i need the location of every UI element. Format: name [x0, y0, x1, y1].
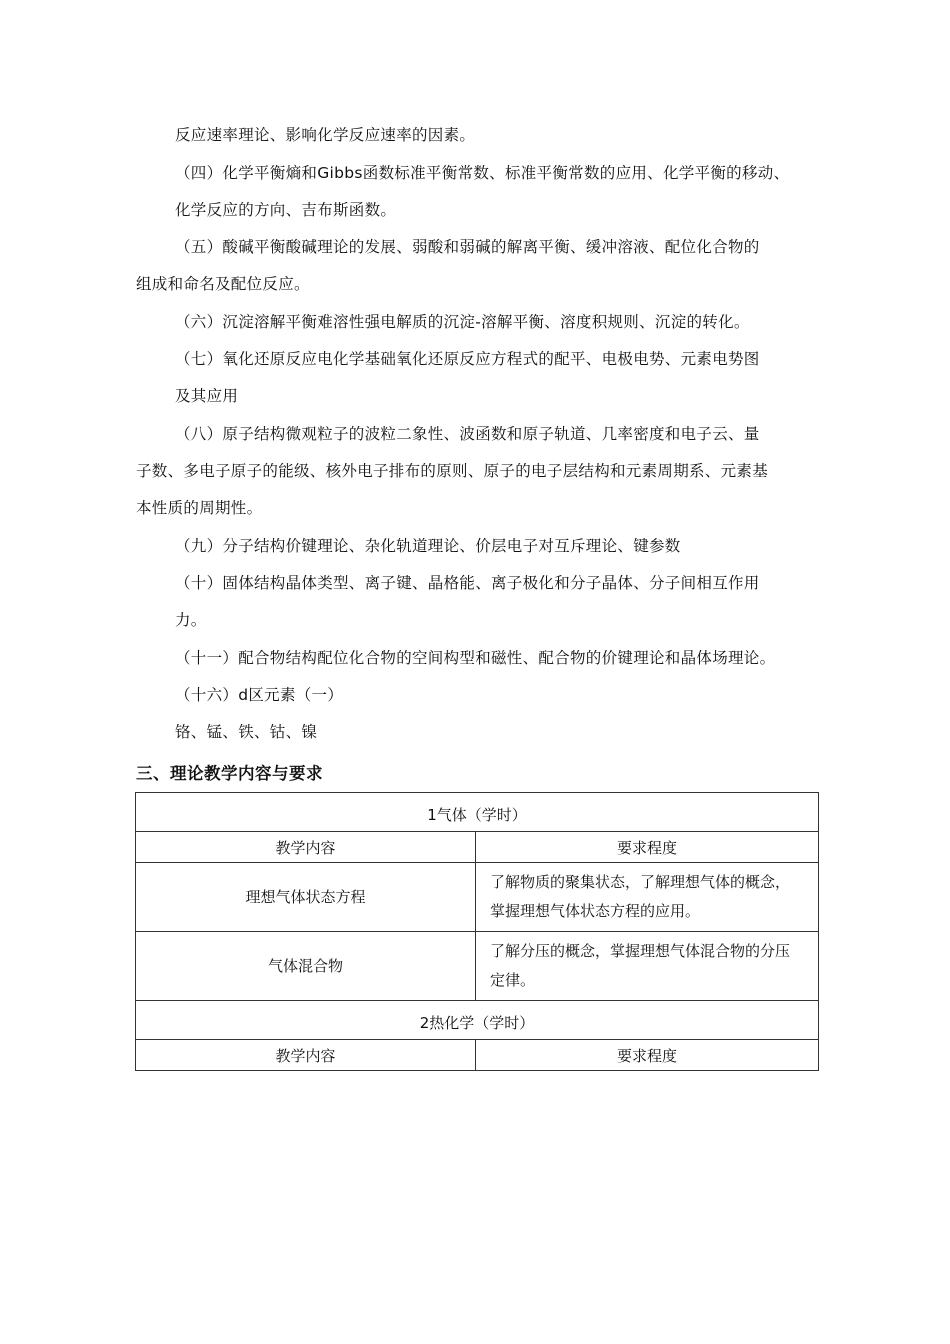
- paragraph-line: （六）沉淀溶解平衡难溶性强电解质的沉淀-溶解平衡、溶度积规则、沉淀的转化。: [175, 313, 750, 331]
- requirement-cell: 了解分压的概念，掌握理想气体混合物的分压定律。: [476, 932, 819, 1001]
- column-header-content: 教学内容: [136, 1040, 476, 1071]
- paragraph-line: （七）氧化还原反应电化学基础氧化还原反应方程式的配平、电极电势、元素电势图: [175, 350, 760, 368]
- paragraph-line: 子数、多电子原子的能级、核外电子排布的原则、原子的电子层结构和元素周期系、元素基: [136, 462, 769, 480]
- table-row: [136, 863, 819, 932]
- table-row: [136, 932, 819, 1001]
- paragraph-line: 本性质的周期性。: [136, 499, 263, 517]
- column-header-requirement: 要求程度: [476, 832, 819, 863]
- teaching-content-cell: 理想气体状态方程: [136, 863, 476, 932]
- table-header-row: [136, 1040, 819, 1071]
- table-section-title-row: [136, 793, 819, 832]
- table-section-title-row: [136, 1001, 819, 1040]
- paragraph-line: 反应速率理论、影响化学反应速率的因素。: [175, 126, 476, 144]
- paragraph-line: （十）固体结构晶体类型、离子键、晶格能、离子极化和分子晶体、分子间相互作用: [175, 574, 760, 592]
- paragraph-line: 组成和命名及配位反应。: [136, 275, 310, 293]
- requirement-cell: 了解物质的聚集状态，了解理想气体的概念，掌握理想气体状态方程的应用。: [476, 863, 819, 932]
- column-header-requirement: 要求程度: [476, 1040, 819, 1071]
- column-header-content: 教学内容: [136, 832, 476, 863]
- table-section-title: 2热化学（学时）: [136, 1001, 819, 1040]
- paragraph-line: 及其应用: [175, 387, 239, 405]
- course-content-table: [135, 792, 819, 1071]
- paragraph-line: 铬、锰、铁、钴、镍: [175, 723, 318, 741]
- paragraph-line: （十一）配合物结构配位化合物的空间构型和磁性、配合物的价键理论和晶体场理论。: [175, 649, 776, 667]
- paragraph-line: （八）原子结构微观粒子的波粒二象性、波函数和原子轨道、几率密度和电子云、量: [175, 425, 760, 443]
- table-header-row: [136, 832, 819, 863]
- paragraph-line: （九）分子结构价键理论、杂化轨道理论、价层电子对互斥理论、键参数: [175, 537, 681, 555]
- paragraph-line: （四）化学平衡熵和Gibbs函数标准平衡常数、标准平衡常数的应用、化学平衡的移动、: [175, 164, 790, 182]
- paragraph-line: （十六）d区元素（一）: [175, 686, 344, 704]
- paragraph-line: 化学反应的方向、吉布斯函数。: [175, 201, 397, 219]
- table-section-title: 1气体（学时）: [136, 793, 819, 832]
- teaching-content-cell: 气体混合物: [136, 932, 476, 1001]
- paragraph-line: 力。: [175, 611, 207, 629]
- paragraph-line: （五）酸碱平衡酸碱理论的发展、弱酸和弱碱的解离平衡、缓冲溶液、配位化合物的: [175, 238, 760, 256]
- section-heading: 三、理论教学内容与要求: [136, 764, 323, 783]
